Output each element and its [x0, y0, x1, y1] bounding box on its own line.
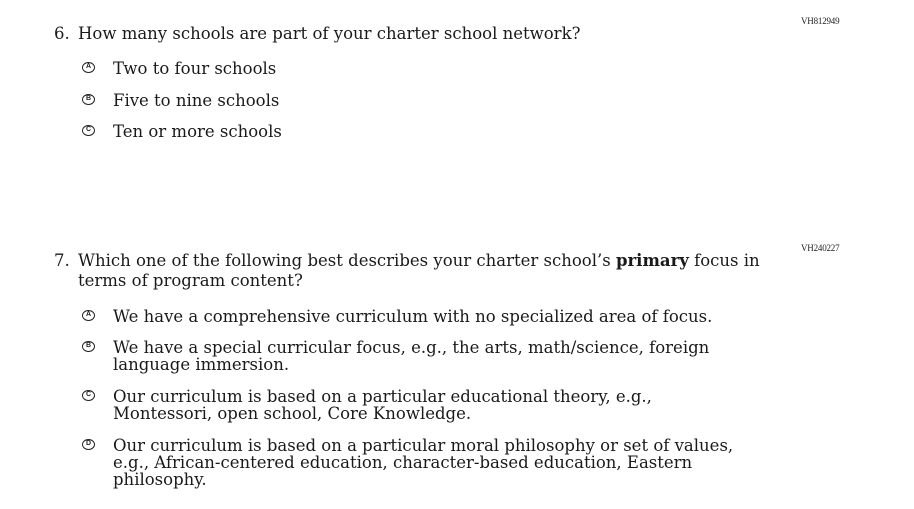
stem-text-end: focus in terms of program content?	[78, 251, 760, 290]
option-text: We have a special curricular focus, e.g., the arts, math/science, foreign language immersion.	[113, 338, 710, 374]
option-text: Five to nine schools	[113, 91, 280, 110]
option-text: Ten or more schools	[113, 122, 282, 141]
question-number: 6.	[54, 24, 70, 43]
radio-bubble-a[interactable]: A	[82, 62, 95, 73]
question-stem	[78, 24, 768, 44]
stem-text-start: Which one of the following best describes your charter school’s	[78, 251, 616, 270]
radio-bubble-d[interactable]: D	[82, 439, 95, 450]
question-id-7: VH240227	[801, 243, 840, 253]
stem-text: How many schools are part of your charter school network?	[78, 24, 581, 43]
question-number: 7.	[54, 251, 70, 270]
radio-bubble-c[interactable]: C	[82, 125, 95, 136]
radio-bubble-a[interactable]: A	[82, 310, 95, 321]
radio-bubble-b[interactable]: B	[82, 94, 95, 105]
option-text: Our curriculum is based on a particular moral philosophy or set of values, e.g., African-centered education, character-based education, Eastern philosophy.	[113, 436, 734, 489]
radio-bubble-b[interactable]: B	[82, 341, 95, 352]
option-text: Our curriculum is based on a particular educational theory, e.g., Montessori, open school, Core Knowledge.	[113, 387, 652, 423]
option-text: Two to four schools	[113, 59, 277, 78]
question-stem	[78, 251, 768, 291]
radio-bubble-c[interactable]: C	[82, 390, 95, 401]
option-text: We have a comprehensive curriculum with no specialized area of focus.	[113, 307, 713, 326]
stem-emphasis: primary	[615, 251, 689, 270]
question-id-6: VH812949	[801, 16, 840, 26]
